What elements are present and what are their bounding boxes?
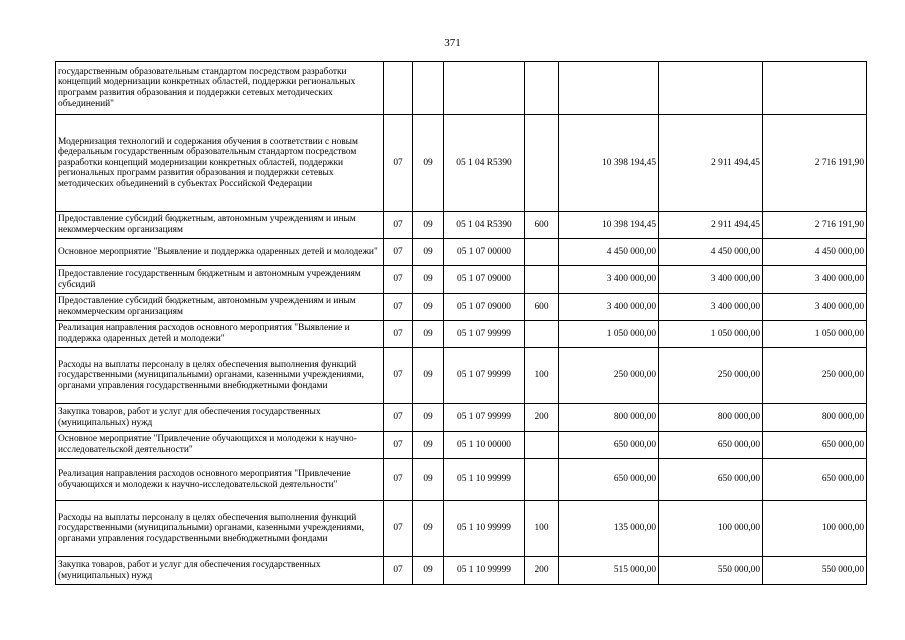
amount-year-3: 2 716 191,90	[763, 212, 867, 239]
amount-year-1	[559, 62, 659, 115]
section-code: 07	[384, 212, 413, 239]
subsection-code: 09	[413, 501, 444, 557]
target-item-code: 05 1 07 99999	[444, 348, 525, 404]
target-item-code: 05 1 07 99999	[444, 321, 525, 348]
target-item-code: 05 1 07 09000	[444, 294, 525, 321]
amount-year-3: 1 050 000,00	[763, 321, 867, 348]
subsection-code: 09	[413, 432, 444, 459]
section-code: 07	[384, 115, 413, 212]
item-name: Модернизация технологий и содержания обучения в соответствии с новым федеральным государственным образовательным стандартом посредством разработки концепций модернизации конкретных областей, поддержки региональных программ развития образования и поддержки сетевых методических объединений в субъектах Российской Федерации	[56, 115, 384, 212]
expense-type-code: 200	[525, 557, 559, 585]
amount-year-2: 1 050 000,00	[659, 321, 763, 348]
amount-year-3: 550 000,00	[763, 557, 867, 585]
section-code: 07	[384, 404, 413, 432]
expense-type-code: 100	[525, 501, 559, 557]
target-item-code: 05 1 07 09000	[444, 266, 525, 294]
target-item-code: 05 1 10 99999	[444, 501, 525, 557]
target-item-code: 05 1 04 R5390	[444, 115, 525, 212]
amount-year-2: 4 450 000,00	[659, 239, 763, 266]
amount-year-3: 100 000,00	[763, 501, 867, 557]
amount-year-2: 3 400 000,00	[659, 294, 763, 321]
section-code	[384, 62, 413, 115]
expense-type-code	[525, 115, 559, 212]
subsection-code: 09	[413, 404, 444, 432]
amount-year-3	[763, 62, 867, 115]
amount-year-2: 3 400 000,00	[659, 266, 763, 294]
item-name: Основное мероприятие "Привлечение обучающихся и молодежи к научно-исследовательской деятельности"	[56, 432, 384, 459]
table-row	[56, 432, 867, 459]
amount-year-1: 1 050 000,00	[559, 321, 659, 348]
subsection-code: 09	[413, 294, 444, 321]
item-name: Закупка товаров, работ и услуг для обеспечения государственных (муниципальных) нужд	[56, 404, 384, 432]
amount-year-1: 3 400 000,00	[559, 266, 659, 294]
amount-year-3: 650 000,00	[763, 459, 867, 501]
amount-year-1: 515 000,00	[559, 557, 659, 585]
table-row	[56, 239, 867, 266]
table-row	[56, 266, 867, 294]
subsection-code: 09	[413, 557, 444, 585]
item-name: Предоставление государственным бюджетным и автономным учреждениям субсидий	[56, 266, 384, 294]
amount-year-2: 800 000,00	[659, 404, 763, 432]
target-item-code	[444, 62, 525, 115]
subsection-code	[413, 62, 444, 115]
table-row	[56, 294, 867, 321]
expense-type-code	[525, 321, 559, 348]
subsection-code: 09	[413, 459, 444, 501]
expense-type-code	[525, 239, 559, 266]
target-item-code: 05 1 10 99999	[444, 459, 525, 501]
amount-year-3: 650 000,00	[763, 432, 867, 459]
amount-year-2: 250 000,00	[659, 348, 763, 404]
amount-year-3: 3 400 000,00	[763, 294, 867, 321]
amount-year-1: 4 450 000,00	[559, 239, 659, 266]
section-code: 07	[384, 266, 413, 294]
amount-year-1: 10 398 194,45	[559, 115, 659, 212]
amount-year-1: 10 398 194,45	[559, 212, 659, 239]
amount-year-1: 650 000,00	[559, 432, 659, 459]
amount-year-2: 2 911 494,45	[659, 212, 763, 239]
section-code: 07	[384, 294, 413, 321]
subsection-code: 09	[413, 321, 444, 348]
amount-year-3: 4 450 000,00	[763, 239, 867, 266]
expense-type-code: 600	[525, 294, 559, 321]
target-item-code: 05 1 07 00000	[444, 239, 525, 266]
amount-year-1: 250 000,00	[559, 348, 659, 404]
table-row	[56, 501, 867, 557]
item-name: Предоставление субсидий бюджетным, автономным учреждениям и иным некоммерческим организациям	[56, 294, 384, 321]
table-row	[56, 115, 867, 212]
subsection-code: 09	[413, 348, 444, 404]
target-item-code: 05 1 07 99999	[444, 404, 525, 432]
amount-year-1: 135 000,00	[559, 501, 659, 557]
amount-year-1: 800 000,00	[559, 404, 659, 432]
amount-year-1: 3 400 000,00	[559, 294, 659, 321]
table-row	[56, 557, 867, 585]
expense-type-code: 100	[525, 348, 559, 404]
section-code: 07	[384, 557, 413, 585]
item-name: Расходы на выплаты персоналу в целях обеспечения выполнения функций государственными (муниципальными) органами, казенными учреждениями, органами управления государственными внебюджетными фондами	[56, 501, 384, 557]
expense-type-code	[525, 432, 559, 459]
expense-type-code	[525, 459, 559, 501]
item-name: Закупка товаров, работ и услуг для обеспечения государственных (муниципальных) нужд	[56, 557, 384, 585]
page-number: 371	[444, 37, 461, 49]
amount-year-1: 650 000,00	[559, 459, 659, 501]
table-body	[56, 62, 867, 585]
budget-table	[55, 61, 867, 585]
amount-year-3: 2 716 191,90	[763, 115, 867, 212]
section-code: 07	[384, 321, 413, 348]
item-name: государственным образовательным стандартом посредством разработки концепций модернизации конкретных областей, поддержки региональных программ развития образования и поддержки сетевых методических объединений"	[56, 62, 384, 115]
table-row	[56, 321, 867, 348]
subsection-code: 09	[413, 239, 444, 266]
amount-year-2: 650 000,00	[659, 432, 763, 459]
amount-year-3: 250 000,00	[763, 348, 867, 404]
section-code: 07	[384, 432, 413, 459]
amount-year-3: 3 400 000,00	[763, 266, 867, 294]
item-name: Основное мероприятие "Выявление и поддержка одаренных детей и молодежи"	[56, 239, 384, 266]
subsection-code: 09	[413, 115, 444, 212]
amount-year-2: 2 911 494,45	[659, 115, 763, 212]
amount-year-2: 100 000,00	[659, 501, 763, 557]
amount-year-2: 650 000,00	[659, 459, 763, 501]
subsection-code: 09	[413, 212, 444, 239]
target-item-code: 05 1 04 R5390	[444, 212, 525, 239]
expense-type-code	[525, 62, 559, 115]
table-row	[56, 62, 867, 115]
table-row	[56, 348, 867, 404]
item-name: Реализация направления расходов основного мероприятия "Привлечение обучающихся и молодежи к научно-исследовательской деятельности"	[56, 459, 384, 501]
section-code: 07	[384, 348, 413, 404]
item-name: Предоставление субсидий бюджетным, автономным учреждениям и иным некоммерческим организациям	[56, 212, 384, 239]
table-row	[56, 212, 867, 239]
target-item-code: 05 1 10 00000	[444, 432, 525, 459]
amount-year-3: 800 000,00	[763, 404, 867, 432]
item-name: Расходы на выплаты персоналу в целях обеспечения выполнения функций государственными (муниципальными) органами, казенными учреждениями, органами управления государственными внебюджетными фондами	[56, 348, 384, 404]
table-row	[56, 459, 867, 501]
expense-type-code: 600	[525, 212, 559, 239]
amount-year-2	[659, 62, 763, 115]
section-code: 07	[384, 501, 413, 557]
section-code: 07	[384, 239, 413, 266]
amount-year-2: 550 000,00	[659, 557, 763, 585]
target-item-code: 05 1 10 99999	[444, 557, 525, 585]
item-name: Реализация направления расходов основного мероприятия "Выявление и поддержка одаренных детей и молодежи"	[56, 321, 384, 348]
section-code: 07	[384, 459, 413, 501]
expense-type-code	[525, 266, 559, 294]
table-row	[56, 404, 867, 432]
expense-type-code: 200	[525, 404, 559, 432]
subsection-code: 09	[413, 266, 444, 294]
